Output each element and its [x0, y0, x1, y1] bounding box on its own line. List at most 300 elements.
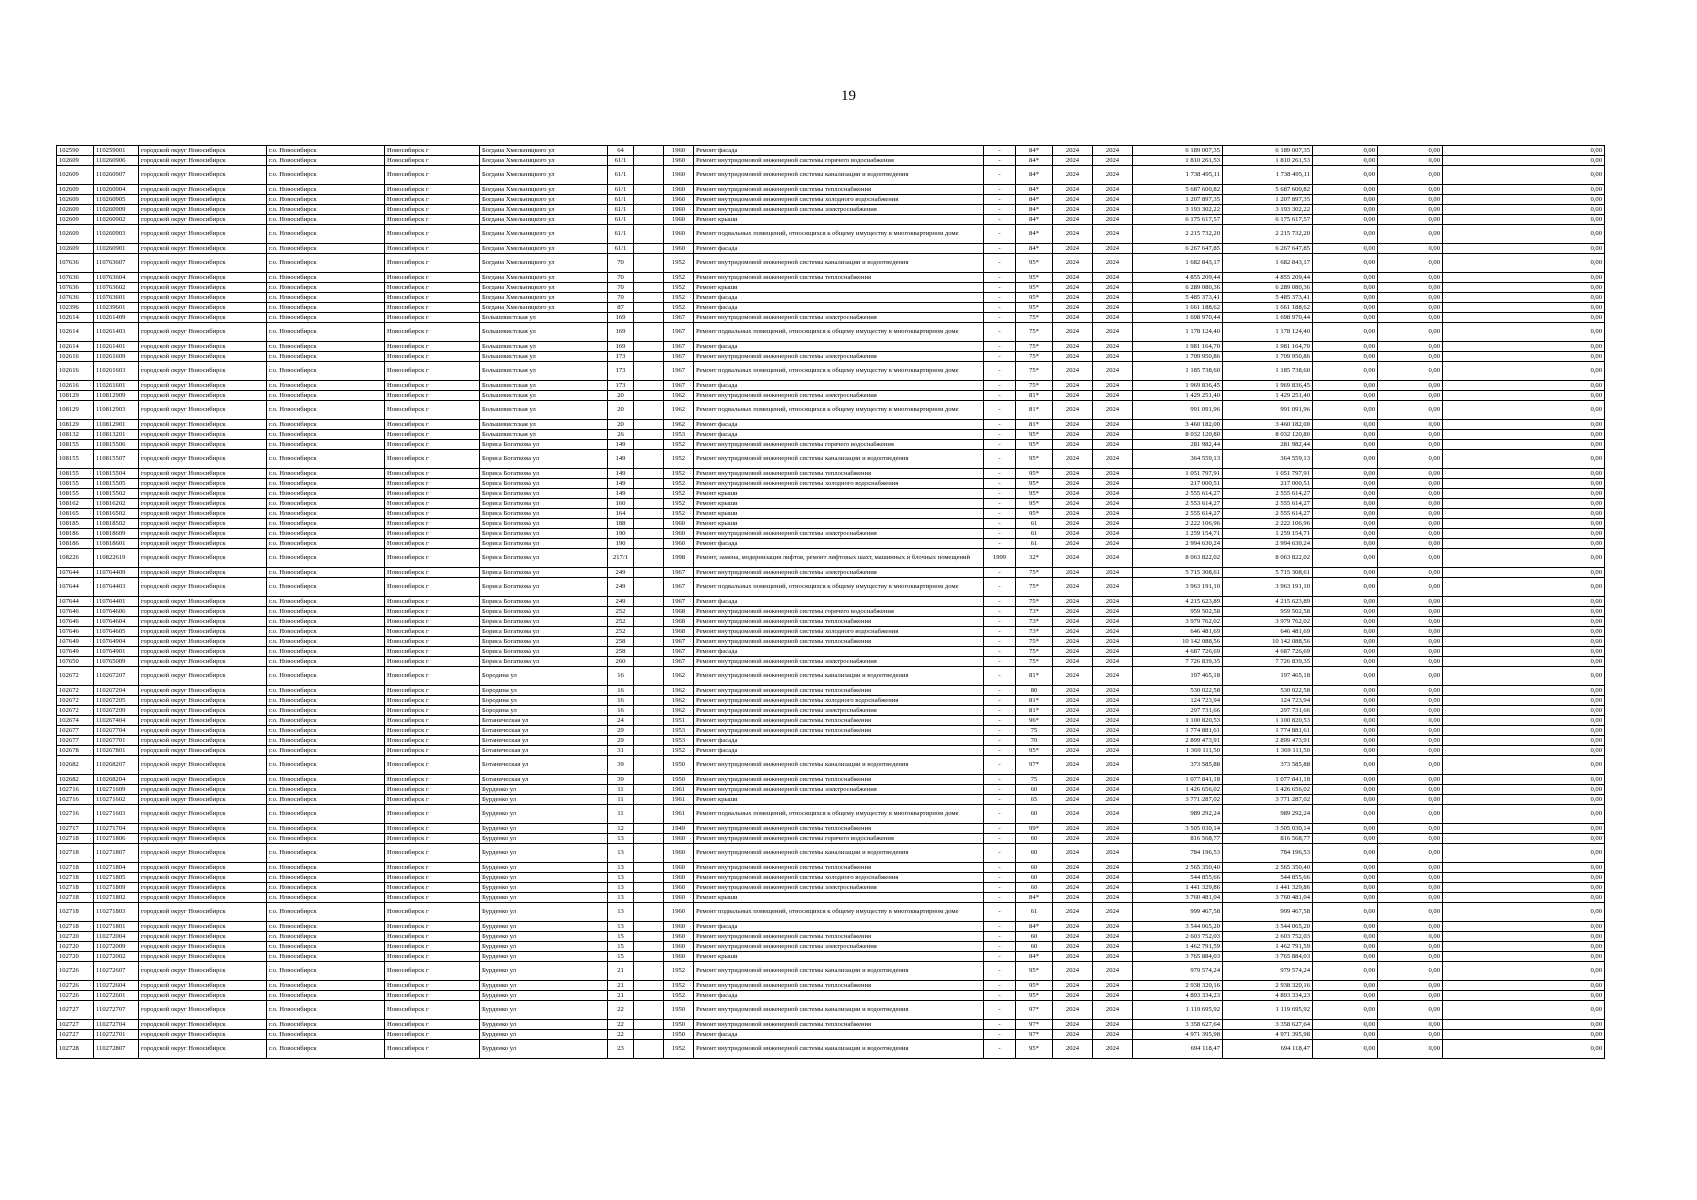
owners-funds-cell: 0,00: [1313, 244, 1378, 254]
work-id-cell: 110267704: [94, 726, 139, 736]
plan-start-year-cell: 2024: [1053, 293, 1093, 303]
house-id-cell: 102677: [57, 726, 94, 736]
wear-percent-cell: 84*: [1016, 952, 1053, 962]
house-id-cell: 102678: [57, 746, 94, 756]
wear-percent-cell: 60: [1016, 805, 1053, 824]
building-cell: [634, 981, 664, 991]
owners-funds-cell: 0,00: [1313, 254, 1378, 273]
plan-end-year-cell: 2024: [1093, 440, 1133, 450]
municipality-cell: городской округ Новосибирск: [139, 805, 267, 824]
table-row: [57, 756, 1605, 775]
house-number-cell: 190: [608, 539, 634, 549]
settlement-cell: г.о. Новосибирск: [267, 578, 385, 597]
house-id-cell: 102609: [57, 244, 94, 254]
city-cell: Новосибирск г: [385, 479, 480, 489]
plan-start-year-cell: 2024: [1053, 578, 1093, 597]
total-cost-cell: 2 222 106,96: [1133, 519, 1223, 529]
owners-funds-cell: 0,00: [1313, 726, 1378, 736]
city-cell: Новосибирск г: [385, 696, 480, 706]
street-cell: Большевистская ул: [480, 323, 608, 342]
street-cell: Бурденко ул: [480, 795, 608, 805]
regional-fund-cost-cell: 3 963 191,10: [1223, 578, 1313, 597]
table-row: [57, 922, 1605, 932]
regional-fund-cost-cell: 2 603 752,03: [1223, 932, 1313, 942]
total-cost-cell: 1 661 188,62: [1133, 303, 1223, 313]
budget-funds-cell: 0,00: [1378, 469, 1443, 479]
total-cost-cell: 2 555 614,27: [1133, 509, 1223, 519]
municipality-cell: городской округ Новосибирск: [139, 962, 267, 981]
work-id-cell: 110815507: [94, 450, 139, 469]
settlement-cell: г.о. Новосибирск: [267, 1030, 385, 1040]
last-repair-year-cell: -: [984, 834, 1016, 844]
work-id-cell: 110764901: [94, 647, 139, 657]
house-id-cell: 102616: [57, 352, 94, 362]
street-cell: Ботаническая ул: [480, 726, 608, 736]
plan-start-year-cell: 2024: [1053, 795, 1093, 805]
house-id-cell: 108155: [57, 479, 94, 489]
other-funds-cell: 0,00: [1443, 617, 1605, 627]
regional-fund-cost-cell: 1 178 124,40: [1223, 323, 1313, 342]
house-id-cell: 102726: [57, 981, 94, 991]
regional-fund-cost-cell: 3 771 287,02: [1223, 795, 1313, 805]
building-cell: [634, 736, 664, 746]
owners-funds-cell: 0,00: [1313, 156, 1378, 166]
regional-fund-cost-cell: 3 460 182,00: [1223, 420, 1313, 430]
build-year-cell: 1960: [664, 922, 694, 932]
table-row: [57, 166, 1605, 185]
regional-fund-cost-cell: 2 222 106,96: [1223, 519, 1313, 529]
work-type-cell: Ремонт крыши: [694, 215, 984, 225]
other-funds-cell: 0,00: [1443, 283, 1605, 293]
other-funds-cell: 0,00: [1443, 746, 1605, 756]
work-id-cell: 110272701: [94, 1030, 139, 1040]
other-funds-cell: 0,00: [1443, 686, 1605, 696]
house-id-cell: 102728: [57, 1040, 94, 1059]
settlement-cell: г.о. Новосибирск: [267, 696, 385, 706]
house-number-cell: 61/1: [608, 225, 634, 244]
municipality-cell: городской округ Новосибирск: [139, 195, 267, 205]
regional-fund-cost-cell: 694 118,47: [1223, 1040, 1313, 1059]
street-cell: Бориса Богаткова ул: [480, 440, 608, 450]
house-number-cell: 249: [608, 578, 634, 597]
municipality-cell: городской округ Новосибирск: [139, 627, 267, 637]
owners-funds-cell: 0,00: [1313, 756, 1378, 775]
work-type-cell: Ремонт фасада: [694, 539, 984, 549]
house-id-cell: 102614: [57, 313, 94, 323]
work-id-cell: 110272009: [94, 942, 139, 952]
house-id-cell: 108129: [57, 401, 94, 420]
settlement-cell: г.о. Новосибирск: [267, 775, 385, 785]
settlement-cell: г.о. Новосибирск: [267, 617, 385, 627]
plan-end-year-cell: 2024: [1093, 146, 1133, 156]
regional-fund-cost-cell: 2 555 614,27: [1223, 509, 1313, 519]
work-id-cell: 110271609: [94, 785, 139, 795]
build-year-cell: 1952: [664, 303, 694, 313]
last-repair-year-cell: -: [984, 254, 1016, 273]
table-row: [57, 716, 1605, 726]
municipality-cell: городской округ Новосибирск: [139, 391, 267, 401]
budget-funds-cell: 0,00: [1378, 156, 1443, 166]
street-cell: Бориса Богаткова ул: [480, 578, 608, 597]
street-cell: Бориса Богаткова ул: [480, 597, 608, 607]
other-funds-cell: 0,00: [1443, 519, 1605, 529]
work-id-cell: 110259001: [94, 146, 139, 156]
budget-funds-cell: 0,00: [1378, 726, 1443, 736]
house-id-cell: 102616: [57, 362, 94, 381]
table-row: [57, 893, 1605, 903]
city-cell: Новосибирск г: [385, 952, 480, 962]
street-cell: Богдана Хмельницкого ул: [480, 303, 608, 313]
house-id-cell: 102609: [57, 195, 94, 205]
street-cell: Бориса Богаткова ул: [480, 450, 608, 469]
regional-fund-cost-cell: 816 568,77: [1223, 834, 1313, 844]
street-cell: Бориса Богаткова ул: [480, 499, 608, 509]
wear-percent-cell: 99*: [1016, 824, 1053, 834]
build-year-cell: 1950: [664, 1030, 694, 1040]
owners-funds-cell: 0,00: [1313, 1040, 1378, 1059]
plan-end-year-cell: 2024: [1093, 342, 1133, 352]
work-type-cell: Ремонт фасада: [694, 146, 984, 156]
budget-funds-cell: 0,00: [1378, 1001, 1443, 1020]
municipality-cell: городской округ Новосибирск: [139, 440, 267, 450]
street-cell: Бориса Богаткова ул: [480, 529, 608, 539]
plan-start-year-cell: 2024: [1053, 420, 1093, 430]
build-year-cell: 1967: [664, 362, 694, 381]
budget-funds-cell: 0,00: [1378, 205, 1443, 215]
settlement-cell: г.о. Новосибирск: [267, 254, 385, 273]
building-cell: [634, 215, 664, 225]
wear-percent-cell: 84*: [1016, 205, 1053, 215]
building-cell: [634, 962, 664, 981]
owners-funds-cell: 0,00: [1313, 922, 1378, 932]
settlement-cell: г.о. Новосибирск: [267, 736, 385, 746]
city-cell: Новосибирск г: [385, 962, 480, 981]
settlement-cell: г.о. Новосибирск: [267, 499, 385, 509]
regional-fund-cost-cell: 4 971 395,98: [1223, 1030, 1313, 1040]
work-id-cell: 110764605: [94, 627, 139, 637]
work-type-cell: Ремонт подвальных помещений, относящихся к общему имуществу в многоквартирном доме: [694, 578, 984, 597]
municipality-cell: городской округ Новосибирск: [139, 883, 267, 893]
regional-fund-cost-cell: 4 855 209,44: [1223, 273, 1313, 283]
street-cell: Богдана Хмельницкого ул: [480, 244, 608, 254]
municipality-cell: городской округ Новосибирск: [139, 667, 267, 686]
total-cost-cell: 197 465,18: [1133, 667, 1223, 686]
street-cell: Бородина ул: [480, 667, 608, 686]
wear-percent-cell: 75*: [1016, 647, 1053, 657]
owners-funds-cell: 0,00: [1313, 962, 1378, 981]
regional-fund-cost-cell: 6 175 617,57: [1223, 215, 1313, 225]
house-id-cell: 102672: [57, 706, 94, 716]
house-id-cell: 102720: [57, 932, 94, 942]
total-cost-cell: 364 559,13: [1133, 450, 1223, 469]
street-cell: Богдана Хмельницкого ул: [480, 273, 608, 283]
build-year-cell: 1952: [664, 991, 694, 1001]
table-row: [57, 1001, 1605, 1020]
work-id-cell: 110815502: [94, 489, 139, 499]
last-repair-year-cell: -: [984, 805, 1016, 824]
wear-percent-cell: 95*: [1016, 450, 1053, 469]
city-cell: Новосибирск г: [385, 627, 480, 637]
house-id-cell: 102718: [57, 834, 94, 844]
plan-end-year-cell: 2024: [1093, 805, 1133, 824]
table-row: [57, 696, 1605, 706]
street-cell: Бородина ул: [480, 686, 608, 696]
house-number-cell: 173: [608, 362, 634, 381]
other-funds-cell: 0,00: [1443, 293, 1605, 303]
work-type-cell: Ремонт внутридомовой инженерной системы канализации и водоотведения: [694, 962, 984, 981]
wear-percent-cell: 73*: [1016, 607, 1053, 617]
house-number-cell: 190: [608, 529, 634, 539]
last-repair-year-cell: -: [984, 1001, 1016, 1020]
building-cell: [634, 952, 664, 962]
plan-end-year-cell: 2024: [1093, 756, 1133, 775]
building-cell: [634, 617, 664, 627]
regional-fund-cost-cell: 2 565 350,40: [1223, 863, 1313, 873]
house-id-cell: 108162: [57, 499, 94, 509]
wear-percent-cell: 97*: [1016, 1020, 1053, 1030]
settlement-cell: г.о. Новосибирск: [267, 932, 385, 942]
house-number-cell: 258: [608, 647, 634, 657]
city-cell: Новосибирск г: [385, 352, 480, 362]
building-cell: [634, 529, 664, 539]
owners-funds-cell: 0,00: [1313, 293, 1378, 303]
other-funds-cell: 0,00: [1443, 323, 1605, 342]
work-id-cell: 110261403: [94, 323, 139, 342]
table-row: [57, 775, 1605, 785]
budget-funds-cell: 0,00: [1378, 195, 1443, 205]
house-number-cell: 11: [608, 795, 634, 805]
work-type-cell: Ремонт фасада: [694, 746, 984, 756]
build-year-cell: 1960: [664, 834, 694, 844]
wear-percent-cell: 97*: [1016, 756, 1053, 775]
city-cell: Новосибирск г: [385, 736, 480, 746]
regional-fund-cost-cell: 1 462 791,59: [1223, 942, 1313, 952]
house-number-cell: 249: [608, 597, 634, 607]
build-year-cell: 1962: [664, 667, 694, 686]
wear-percent-cell: 97*: [1016, 1030, 1053, 1040]
building-cell: [634, 991, 664, 1001]
owners-funds-cell: 0,00: [1313, 215, 1378, 225]
house-number-cell: 87: [608, 303, 634, 313]
street-cell: Бурденко ул: [480, 844, 608, 863]
owners-funds-cell: 0,00: [1313, 617, 1378, 627]
total-cost-cell: 989 292,24: [1133, 805, 1223, 824]
house-id-cell: 102672: [57, 667, 94, 686]
owners-funds-cell: 0,00: [1313, 205, 1378, 215]
house-id-cell: 108185: [57, 519, 94, 529]
plan-end-year-cell: 2024: [1093, 479, 1133, 489]
house-number-cell: 61/1: [608, 244, 634, 254]
owners-funds-cell: 0,00: [1313, 146, 1378, 156]
building-cell: [634, 834, 664, 844]
other-funds-cell: 0,00: [1443, 342, 1605, 352]
house-id-cell: 108132: [57, 430, 94, 440]
total-cost-cell: 1 682 843,17: [1133, 254, 1223, 273]
work-type-cell: Ремонт крыши: [694, 795, 984, 805]
total-cost-cell: 2 553 614,27: [1133, 499, 1223, 509]
regional-fund-cost-cell: 530 022,58: [1223, 686, 1313, 696]
regional-fund-cost-cell: 1 969 836,45: [1223, 381, 1313, 391]
city-cell: Новосибирск г: [385, 489, 480, 499]
regional-fund-cost-cell: 1 259 154,71: [1223, 529, 1313, 539]
table-row: [57, 736, 1605, 746]
street-cell: Большевистская ул: [480, 420, 608, 430]
building-cell: [634, 863, 664, 873]
total-cost-cell: 3 460 182,00: [1133, 420, 1223, 430]
settlement-cell: г.о. Новосибирск: [267, 381, 385, 391]
municipality-cell: городской округ Новосибирск: [139, 205, 267, 215]
city-cell: Новосибирск г: [385, 795, 480, 805]
house-number-cell: 260: [608, 657, 634, 667]
plan-start-year-cell: 2024: [1053, 726, 1093, 736]
city-cell: Новосибирск г: [385, 785, 480, 795]
municipality-cell: городской округ Новосибирск: [139, 352, 267, 362]
regional-fund-cost-cell: 1 682 843,17: [1223, 254, 1313, 273]
work-type-cell: Ремонт внутридомовой инженерной системы электроснабжения: [694, 205, 984, 215]
work-type-cell: Ремонт фасада: [694, 991, 984, 1001]
settlement-cell: г.о. Новосибирск: [267, 401, 385, 420]
work-id-cell: 110260905: [94, 195, 139, 205]
house-id-cell: 102396: [57, 303, 94, 313]
city-cell: Новосибирск г: [385, 303, 480, 313]
street-cell: Бурденко ул: [480, 991, 608, 1001]
work-id-cell: 110260909: [94, 205, 139, 215]
house-id-cell: 108155: [57, 489, 94, 499]
plan-start-year-cell: 2024: [1053, 362, 1093, 381]
regional-fund-cost-cell: 1 426 656,02: [1223, 785, 1313, 795]
table-row: [57, 903, 1605, 922]
settlement-cell: г.о. Новосибирск: [267, 942, 385, 952]
street-cell: Большевистская ул: [480, 352, 608, 362]
house-id-cell: 102718: [57, 903, 94, 922]
total-cost-cell: 3 963 191,10: [1133, 578, 1223, 597]
build-year-cell: 1967: [664, 313, 694, 323]
regional-fund-cost-cell: 6 267 647,85: [1223, 244, 1313, 254]
street-cell: Большевистская ул: [480, 362, 608, 381]
total-cost-cell: 959 502,58: [1133, 607, 1223, 617]
plan-end-year-cell: 2024: [1093, 873, 1133, 883]
total-cost-cell: 2 899 473,91: [1133, 736, 1223, 746]
table-row: [57, 156, 1605, 166]
work-id-cell: 110271805: [94, 873, 139, 883]
table-row: [57, 283, 1605, 293]
other-funds-cell: 0,00: [1443, 539, 1605, 549]
work-id-cell: 110261401: [94, 342, 139, 352]
work-type-cell: Ремонт внутридомовой инженерной системы электроснабжения: [694, 657, 984, 667]
city-cell: Новосибирск г: [385, 1020, 480, 1030]
house-id-cell: 102609: [57, 225, 94, 244]
municipality-cell: городской округ Новосибирск: [139, 293, 267, 303]
table-row: [57, 519, 1605, 529]
settlement-cell: г.о. Новосибирск: [267, 756, 385, 775]
total-cost-cell: 4 893 334,23: [1133, 991, 1223, 1001]
last-repair-year-cell: -: [984, 873, 1016, 883]
city-cell: Новосибирск г: [385, 834, 480, 844]
wear-percent-cell: 60: [1016, 932, 1053, 942]
last-repair-year-cell: -: [984, 352, 1016, 362]
other-funds-cell: 0,00: [1443, 991, 1605, 1001]
municipality-cell: городской округ Новосибирск: [139, 254, 267, 273]
build-year-cell: 1960: [664, 942, 694, 952]
municipality-cell: городской округ Новосибирск: [139, 736, 267, 746]
table-row: [57, 469, 1605, 479]
street-cell: Бориса Богаткова ул: [480, 637, 608, 647]
table-row: [57, 420, 1605, 430]
budget-funds-cell: 0,00: [1378, 932, 1443, 942]
wear-percent-cell: 84*: [1016, 166, 1053, 185]
plan-end-year-cell: 2024: [1093, 313, 1133, 323]
work-type-cell: Ремонт внутридомовой инженерной системы холодного водоснабжения: [694, 479, 984, 489]
building-cell: [634, 195, 664, 205]
owners-funds-cell: 0,00: [1313, 529, 1378, 539]
street-cell: Бориса Богаткова ул: [480, 568, 608, 578]
street-cell: Бурденко ул: [480, 873, 608, 883]
building-cell: [634, 313, 664, 323]
budget-funds-cell: 0,00: [1378, 981, 1443, 991]
total-cost-cell: 1 185 738,60: [1133, 362, 1223, 381]
wear-percent-cell: 84*: [1016, 185, 1053, 195]
house-number-cell: 12: [608, 824, 634, 834]
table-row: [57, 293, 1605, 303]
table-row: [57, 549, 1605, 568]
last-repair-year-cell: -: [984, 166, 1016, 185]
municipality-cell: городской округ Новосибирск: [139, 578, 267, 597]
plan-start-year-cell: 2024: [1053, 627, 1093, 637]
last-repair-year-cell: -: [984, 519, 1016, 529]
street-cell: Богдана Хмельницкого ул: [480, 185, 608, 195]
last-repair-year-cell: -: [984, 627, 1016, 637]
build-year-cell: 1962: [664, 696, 694, 706]
build-year-cell: 1960: [664, 225, 694, 244]
house-number-cell: 149: [608, 489, 634, 499]
wear-percent-cell: 97*: [1016, 1001, 1053, 1020]
last-repair-year-cell: -: [984, 185, 1016, 195]
owners-funds-cell: 0,00: [1313, 313, 1378, 323]
work-id-cell: 110764409: [94, 568, 139, 578]
build-year-cell: 1967: [664, 342, 694, 352]
wear-percent-cell: 73*: [1016, 617, 1053, 627]
table-row: [57, 342, 1605, 352]
regional-fund-cost-cell: 1 698 970,44: [1223, 313, 1313, 323]
plan-start-year-cell: 2024: [1053, 981, 1093, 991]
city-cell: Новосибирск г: [385, 362, 480, 381]
settlement-cell: г.о. Новосибирск: [267, 430, 385, 440]
plan-end-year-cell: 2024: [1093, 991, 1133, 1001]
regional-fund-cost-cell: 991 091,96: [1223, 401, 1313, 420]
house-number-cell: 149: [608, 469, 634, 479]
budget-funds-cell: 0,00: [1378, 539, 1443, 549]
work-id-cell: 110271602: [94, 795, 139, 805]
work-id-cell: 110261601: [94, 381, 139, 391]
budget-funds-cell: 0,00: [1378, 893, 1443, 903]
street-cell: Бурденко ул: [480, 1030, 608, 1040]
house-id-cell: 108155: [57, 450, 94, 469]
work-type-cell: Ремонт внутридомовой инженерной системы канализации и водоотведения: [694, 1040, 984, 1059]
last-repair-year-cell: -: [984, 795, 1016, 805]
other-funds-cell: 0,00: [1443, 607, 1605, 617]
building-cell: [634, 597, 664, 607]
table-row: [57, 863, 1605, 873]
house-number-cell: 149: [608, 479, 634, 489]
work-id-cell: 110764604: [94, 617, 139, 627]
total-cost-cell: 2 565 350,40: [1133, 863, 1223, 873]
house-id-cell: 107636: [57, 273, 94, 283]
table-row: [57, 352, 1605, 362]
table-row: [57, 450, 1605, 469]
total-cost-cell: 2 938 320,16: [1133, 981, 1223, 991]
work-id-cell: 110812903: [94, 401, 139, 420]
municipality-cell: городской округ Новосибирск: [139, 430, 267, 440]
